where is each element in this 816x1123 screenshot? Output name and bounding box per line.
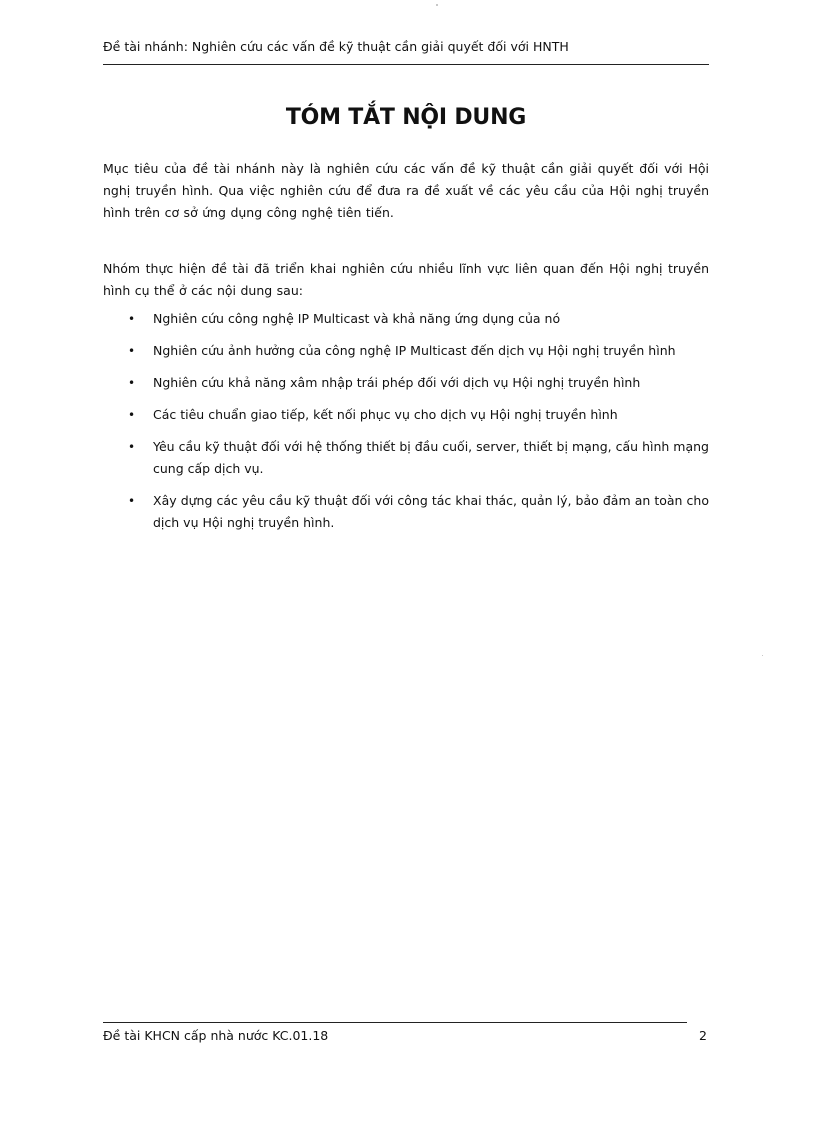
research-topics-list xyxy=(103,308,709,534)
bullet-icon: • xyxy=(128,376,136,390)
list-item xyxy=(103,308,709,330)
list-item-text: Nghiên cứu ảnh hưởng của công nghệ IP Multicast đến dịch vụ Hội nghị truyền hình xyxy=(153,343,676,358)
scope-paragraph: Nhóm thực hiện đề tài đã triển khai nghiên cứu nhiều lĩnh vực liên quan đến Hội nghị truyền hình cụ thể ở các nội dung sau: xyxy=(103,261,709,298)
header-divider xyxy=(103,64,709,65)
document-body xyxy=(103,158,709,544)
list-item xyxy=(103,436,709,480)
page-footer: Đề tài KHCN cấp nhà nước KC.01.18 xyxy=(103,1028,329,1043)
bullet-icon: • xyxy=(128,344,136,358)
bullet-icon: • xyxy=(128,408,136,422)
list-item-text: Yêu cầu kỹ thuật đối với hệ thống thiết bị đầu cuối, server, thiết bị mạng, cấu hình mạng cung cấp dịch vụ. xyxy=(153,439,709,476)
bullet-icon: • xyxy=(128,312,136,326)
list-item-text: Các tiêu chuẩn giao tiếp, kết nối phục vụ cho dịch vụ Hội nghị truyền hình xyxy=(153,407,618,422)
page-number: 2 xyxy=(699,1028,707,1043)
intro-paragraph: Mục tiêu của đề tài nhánh này là nghiên cứu các vấn đề kỹ thuật cần giải quyết đối với Hội nghị truyền hình. Qua việc nghiên cứu để đưa ra đề xuất về các yêu cầu của Hội nghị truyền hình trên cơ sở ứng dụng công nghệ tiên tiến. xyxy=(103,161,709,220)
list-item xyxy=(103,372,709,394)
bullet-icon: • xyxy=(128,440,136,454)
list-item xyxy=(103,340,709,362)
footer-divider xyxy=(103,1022,687,1023)
list-item xyxy=(103,490,709,534)
list-item-text: Nghiên cứu công nghệ IP Multicast và khả năng ứng dụng của nó xyxy=(153,311,561,326)
list-item xyxy=(103,404,709,426)
page-header: Đề tài nhánh: Nghiên cứu các vấn đề kỹ thuật cần giải quyết đối với HNTH xyxy=(103,39,569,54)
scan-speck xyxy=(436,4,438,6)
scan-speck xyxy=(762,655,763,656)
list-item-text: Xây dựng các yêu cầu kỹ thuật đối với công tác khai thác, quản lý, bảo đảm an toàn cho dịch vụ Hội nghị truyền hình. xyxy=(153,493,709,530)
list-item-text: Nghiên cứu khả năng xâm nhập trái phép đối với dịch vụ Hội nghị truyền hình xyxy=(153,375,641,390)
page-title: TÓM TẮT NỘI DUNG xyxy=(285,105,527,130)
bullet-icon: • xyxy=(128,494,136,508)
